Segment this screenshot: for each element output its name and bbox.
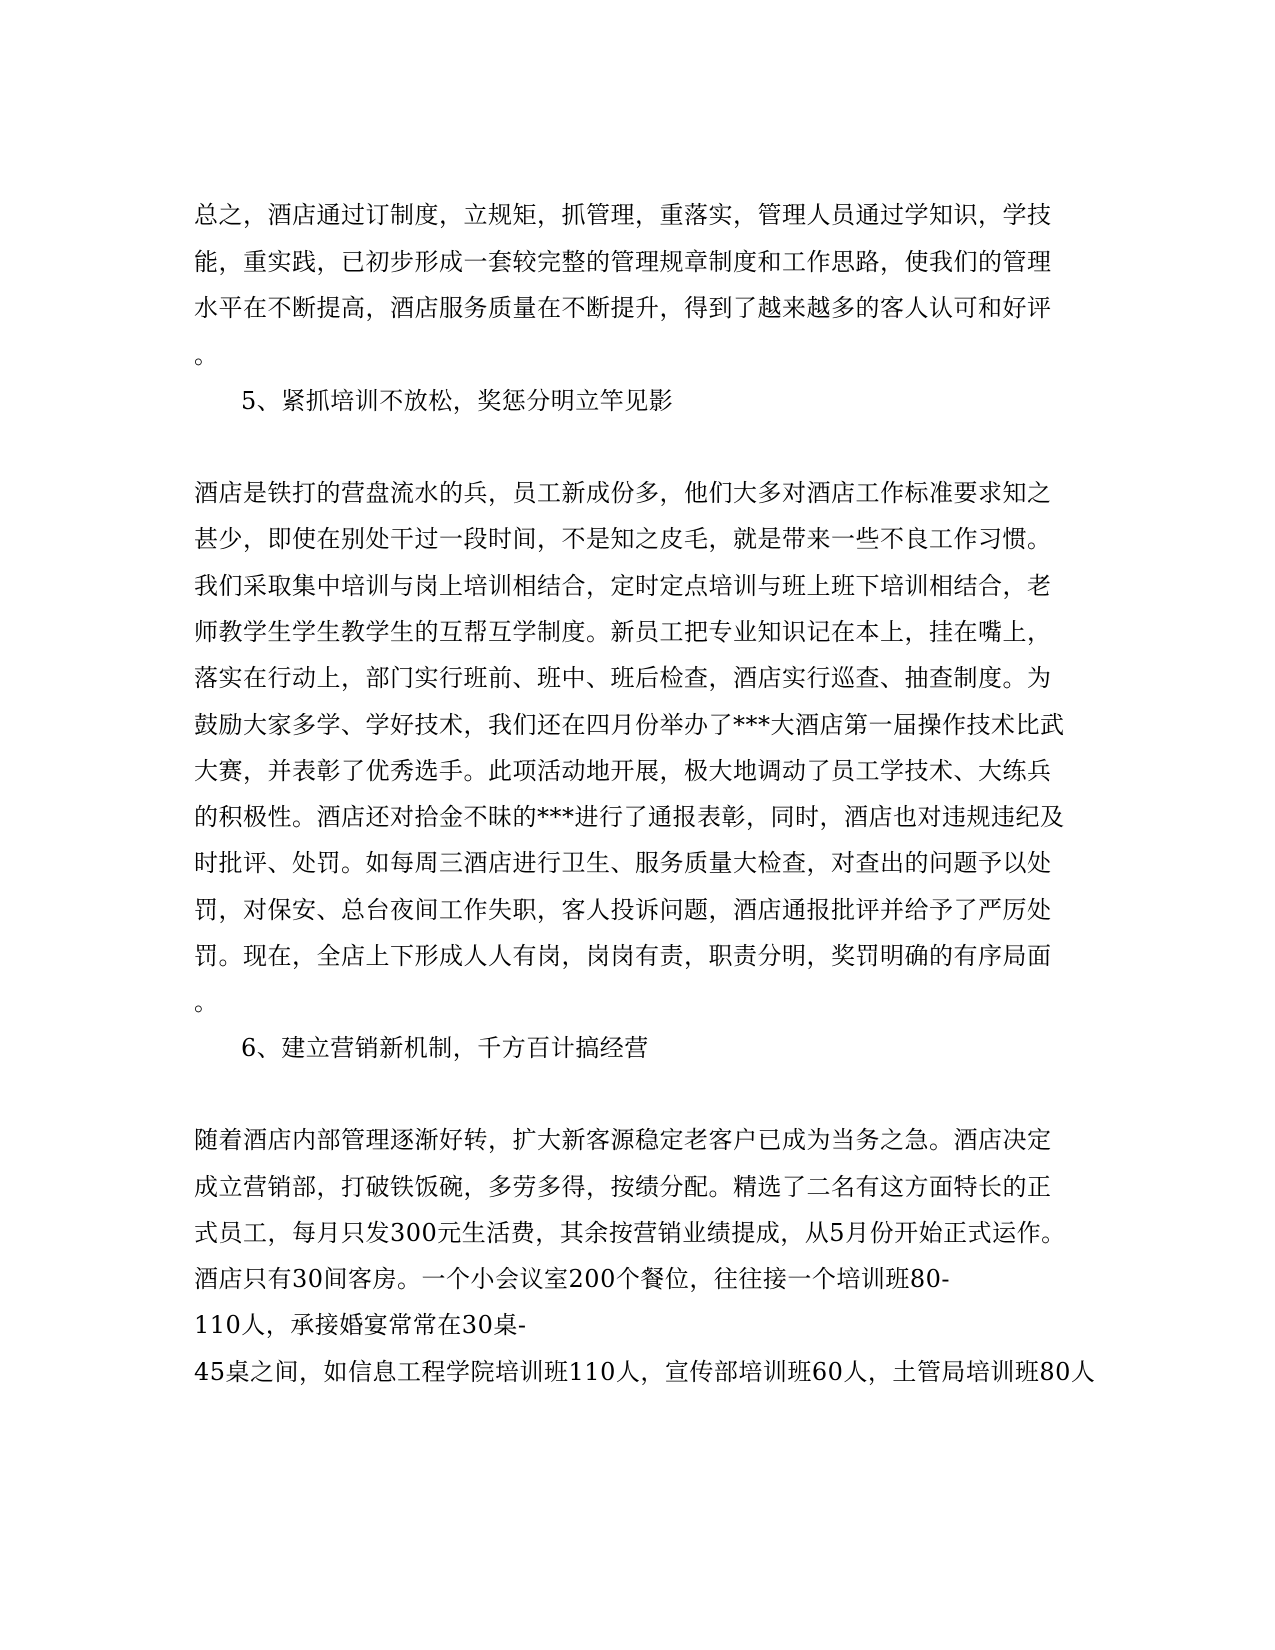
paragraph-1-line-4: 。 — [194, 341, 219, 369]
paragraph-1-line-2: 能，重实践，已初步形成一套较完整的管理规章制度和工作思路，使我们的管理 — [194, 248, 1052, 276]
paragraph-3-line-5: 110人，承接婚宴常常在30桌- — [194, 1311, 527, 1339]
paragraph-2-line-6: 鼓励大家多学、学好技术，我们还在四月份举办了***大酒店第一届操作技术比武 — [194, 711, 1065, 739]
paragraph-2-line-5: 落实在行动上，部门实行班前、班中、班后检查，酒店实行巡查、抽查制度。为 — [194, 664, 1052, 692]
paragraph-2-line-1: 酒店是铁打的营盘流水的兵，员工新成份多，他们大多对酒店工作标准要求知之 — [194, 479, 1052, 507]
paragraph-2-line-9: 时批评、处罚。如每周三酒店进行卫生、服务质量大检查，对查出的问题予以处 — [194, 849, 1052, 877]
paragraph-3-line-3: 式员工，每月只发300元生活费，其余按营销业绩提成，从5月份开始正式运作。 — [194, 1219, 1066, 1247]
section-heading-5: 5、紧抓培训不放松，奖惩分明立竿见影 — [241, 387, 674, 415]
paragraph-2-line-2: 甚少，即使在别处干过一段时间，不是知之皮毛，就是带来一些不良工作习惯。 — [194, 525, 1052, 553]
paragraph-2-line-4: 师教学生学生教学生的互帮互学制度。新员工把专业知识记在本上，挂在嘴上， — [194, 618, 1052, 646]
section-heading-6: 6、建立营销新机制，千方百计搞经营 — [241, 1034, 649, 1062]
paragraph-3-line-4: 酒店只有30间客房。一个小会议室200个餐位，往往接一个培训班80- — [194, 1265, 950, 1293]
paragraph-2-line-10: 罚，对保安、总台夜间工作失职，客人投诉问题，酒店通报批评并给予了严厉处 — [194, 896, 1052, 924]
paragraph-2-line-12: 。 — [194, 988, 219, 1016]
paragraph-3-line-1: 随着酒店内部管理逐渐好转，扩大新客源稳定老客户已成为当务之急。酒店决定 — [194, 1126, 1052, 1154]
paragraph-2-line-8: 的积极性。酒店还对拾金不昧的***进行了通报表彰，同时，酒店也对违规违纪及 — [194, 803, 1065, 831]
paragraph-1-line-3: 水平在不断提高，酒店服务质量在不断提升，得到了越来越多的客人认可和好评 — [194, 294, 1052, 322]
paragraph-3-line-2: 成立营销部，打破铁饭碗，多劳多得，按绩分配。精选了二名有这方面特长的正 — [194, 1173, 1052, 1201]
paragraph-1-line-1: 总之，酒店通过订制度，立规矩，抓管理，重落实，管理人员通过学知识，学技 — [194, 201, 1052, 229]
paragraph-2-line-11: 罚。现在，全店上下形成人人有岗，岗岗有责，职责分明，奖罚明确的有序局面 — [194, 942, 1052, 970]
paragraph-2-line-7: 大赛，并表彰了优秀选手。此项活动地开展，极大地调动了员工学技术、大练兵 — [194, 757, 1052, 785]
paragraph-3-line-6: 45桌之间，如信息工程学院培训班110人，宣传部培训班60人，土管局培训班80人 — [194, 1358, 1096, 1386]
paragraph-2-line-3: 我们采取集中培训与岗上培训相结合，定时定点培训与班上班下培训相结合，老 — [194, 572, 1052, 600]
